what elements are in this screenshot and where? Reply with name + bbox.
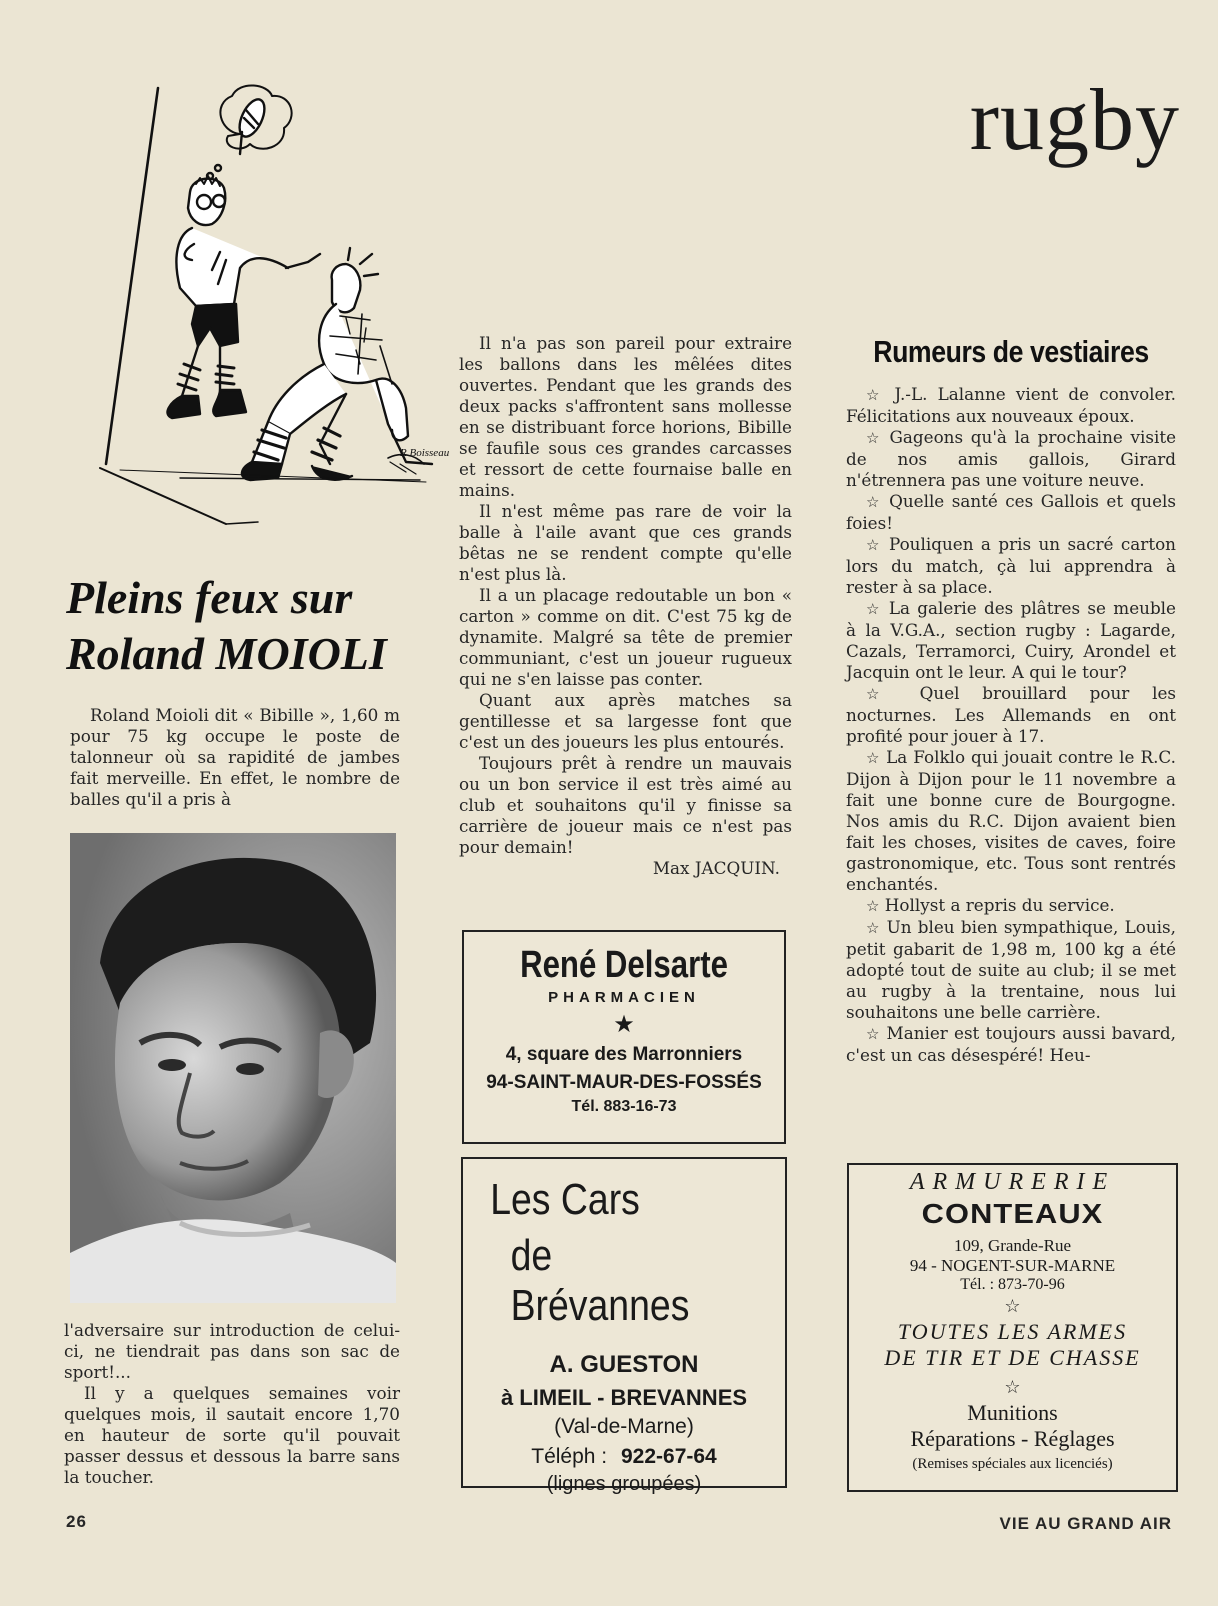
- ad-cars-phone-label: Téléph :: [531, 1445, 608, 1468]
- rugby-cartoon-illustration: [100, 84, 450, 540]
- article-headline: [66, 570, 411, 682]
- rumeur-item: ☆ La galerie des plâtres se meuble à la V.G.A., section rugby : Lagarde, Cazals, Terramorci, Cuiry, Arondel et Jacquin ont le leur. A qui le tour?: [846, 598, 1176, 682]
- page-number: 26: [66, 1512, 87, 1531]
- star-icon: ☆: [866, 685, 897, 703]
- headline-line-1: Pleins feux sur: [66, 572, 353, 623]
- article-paragraph: Il n'est même pas rare de voir la balle à l'aile avant que ces grands bêtas ne se rendent compte qu'elle n'est plus là.: [459, 501, 792, 584]
- rumeur-item: ☆ Hollyst a repris du service.: [866, 895, 1115, 915]
- rumeurs-column: [846, 384, 1176, 1066]
- headline-line-2: Roland MOIOLI: [66, 628, 387, 679]
- publication-name: VIE AU GRAND AIR: [999, 1514, 1172, 1533]
- ad-cars-line1: Les Cars: [490, 1175, 640, 1224]
- article-paragraph: Roland Moioli dit « Bibille », 1,60 m pour 75 kg occupe le poste de talonneur où sa rapidité de jambes fait merveille. En effet, le nombre de balles qu'il a pris à: [70, 705, 400, 809]
- article-column-1-bottom: [64, 1320, 400, 1488]
- ad-armurerie-line1: ARMURERIE: [909, 1169, 1116, 1195]
- rumeur-item: ☆ Quel brouillard pour les nocturnes. Les Allemands en ont profité pour jouer à 17.: [846, 683, 1176, 746]
- article-paragraph: Il y a quelques semaines voir quelques mois, il sautait encore 1,70 en hauteur de sorte qu'il pouvait passer dessus et dessous la barre sans la toucher.: [64, 1383, 400, 1487]
- ad-cars-city: à LIMEIL - BREVANNES: [500, 1385, 748, 1410]
- ad-armurerie-services: Réparations - Réglages: [910, 1426, 1115, 1451]
- ad-armurerie-note: (Remises spéciales aux licenciés): [912, 1456, 1113, 1472]
- star-icon: ☆: [1004, 1296, 1021, 1317]
- ad-cars-note: (lignes groupées): [546, 1473, 702, 1495]
- rumeur-item: ☆ J.-L. Lalanne vient de convoler. Félicitations aux nouveaux époux.: [846, 384, 1176, 426]
- ad-delsarte-phone: Tél. 883-16-73: [571, 1098, 677, 1115]
- rumeur-item: ☆ Manier est toujours aussi bavard, c'est un cas désespéré! Heu-: [846, 1023, 1177, 1065]
- ad-armurerie-conteaux: [847, 1163, 1178, 1492]
- ad-delsarte-address: 4, square des Marronniers: [505, 1044, 743, 1065]
- portrait-drawing: [70, 833, 396, 1303]
- section-title: rugby: [969, 72, 1180, 169]
- ad-armurerie-tagline-2: DE TIR ET DE CHASSE: [884, 1345, 1141, 1370]
- article-paragraph: Il n'a pas son pareil pour extraire les ballons dans les mêlées dites ouvertes. Pendant que les grands des deux packs s'affrontent sans mollesse en se distribuant force horions, Bibille se faufile sous ces grandes carcasses et ressort de cette fournaise balle en mains.: [459, 333, 792, 500]
- star-icon: ☆: [866, 536, 882, 554]
- rumeur-item: ☆ Gageons qu'à la prochaine visite de nos amis gallois, Girard n'étrennera pas une voiture neuve.: [846, 427, 1177, 490]
- article-paragraph: l'adversaire sur introduction de celui-ci, ne tiendrait pas dans son sac de sport!...: [64, 1320, 400, 1382]
- ad-armurerie-address: 109, Grande-Rue: [953, 1236, 1072, 1255]
- ad-cars-brevannes: [461, 1157, 787, 1495]
- article-paragraph: Quant aux après matches sa gentillesse et sa largesse font que c'est un des joueurs les plus entourés.: [459, 690, 792, 752]
- ad-armurerie-tagline-1: TOUTES LES ARMES: [897, 1319, 1128, 1344]
- rumeur-item: ☆ Un bleu bien sympathique, Louis, petit gabarit de 1,98 m, 100 kg a été adopté tout de suite au club; il se met au rugby à la trentaine, nous lui souhaitons une belle carrière.: [846, 917, 1176, 1022]
- ad-armurerie-city: 94 - NOGENT-SUR-MARNE: [909, 1256, 1116, 1275]
- article-column-1-top: [70, 705, 400, 810]
- star-icon: ☆: [866, 897, 880, 915]
- ad-cars-phone-line: [463, 1445, 785, 1469]
- star-icon: ☆: [866, 749, 881, 767]
- star-icon: ☆: [866, 493, 882, 511]
- star-icon: ☆: [866, 600, 882, 618]
- star-icon: ★: [613, 1010, 635, 1038]
- star-icon: ☆: [866, 429, 882, 447]
- ad-pharmacie-delsarte: [462, 930, 786, 1144]
- star-icon: ☆: [866, 1025, 881, 1043]
- cartoon-signature: R.Boisseau: [400, 447, 450, 459]
- rumeur-item: ☆ La Folklo qui jouait contre le R.C. Dijon à Dijon pour le 11 novembre a fait une bonne cure de Bourgogne. Nos amis du R.C. Dijon avaient bien fait les choses, visites de caves, foire gastronomique, etc. Tous sont rentrés enchantés.: [846, 747, 1176, 894]
- ad-cars-line2: de Brévannes: [510, 1231, 690, 1330]
- article-signature: Max JACQUIN.: [652, 858, 780, 878]
- article-paragraph: Il a un placage redoutable un bon « carton » comme on dit. C'est 75 kg de dynamite. Malgré sa tête de premier communiant, c'est un joueur rugueux qui ne s'en laisse pas conter.: [459, 585, 792, 689]
- ad-armurerie-line2: CONTEAUX: [921, 1198, 1104, 1229]
- ad-delsarte-title: PHARMACIEN: [548, 989, 700, 1006]
- article-column-2: [459, 333, 792, 879]
- star-icon: ☆: [866, 386, 885, 404]
- ad-cars-region: (Val-de-Marne): [554, 1415, 694, 1438]
- ad-armurerie-phone: Tél. : 873-70-96: [960, 1276, 1065, 1293]
- ad-armurerie-munitions: Munitions: [967, 1400, 1058, 1425]
- player-portrait-photo: [70, 833, 396, 1303]
- rumeur-item: ☆ Quelle santé ces Gallois et quels foies!: [846, 491, 1176, 533]
- rumeurs-title: Rumeurs de vestiaires: [873, 334, 1149, 369]
- ad-cars-phone: 922-67-64: [620, 1445, 717, 1468]
- star-icon: ☆: [1004, 1377, 1021, 1398]
- ad-cars-owner: A. GUESTON: [549, 1351, 699, 1378]
- ad-delsarte-name: René Delsarte: [520, 944, 728, 986]
- rumeur-item: ☆ Pouliquen a pris un sacré carton lors du match, çà lui apprendra à rester à sa place.: [846, 534, 1176, 597]
- article-paragraph: Toujours prêt à rendre un mauvais ou un bon service il est très aimé au club et souhaitons qu'il y finisse sa carrière de joueur mais ce n'est pas pour demain!: [459, 753, 792, 857]
- ad-delsarte-city: 94-SAINT-MAUR-DES-FOSSÉS: [486, 1072, 762, 1093]
- star-icon: ☆: [866, 919, 881, 937]
